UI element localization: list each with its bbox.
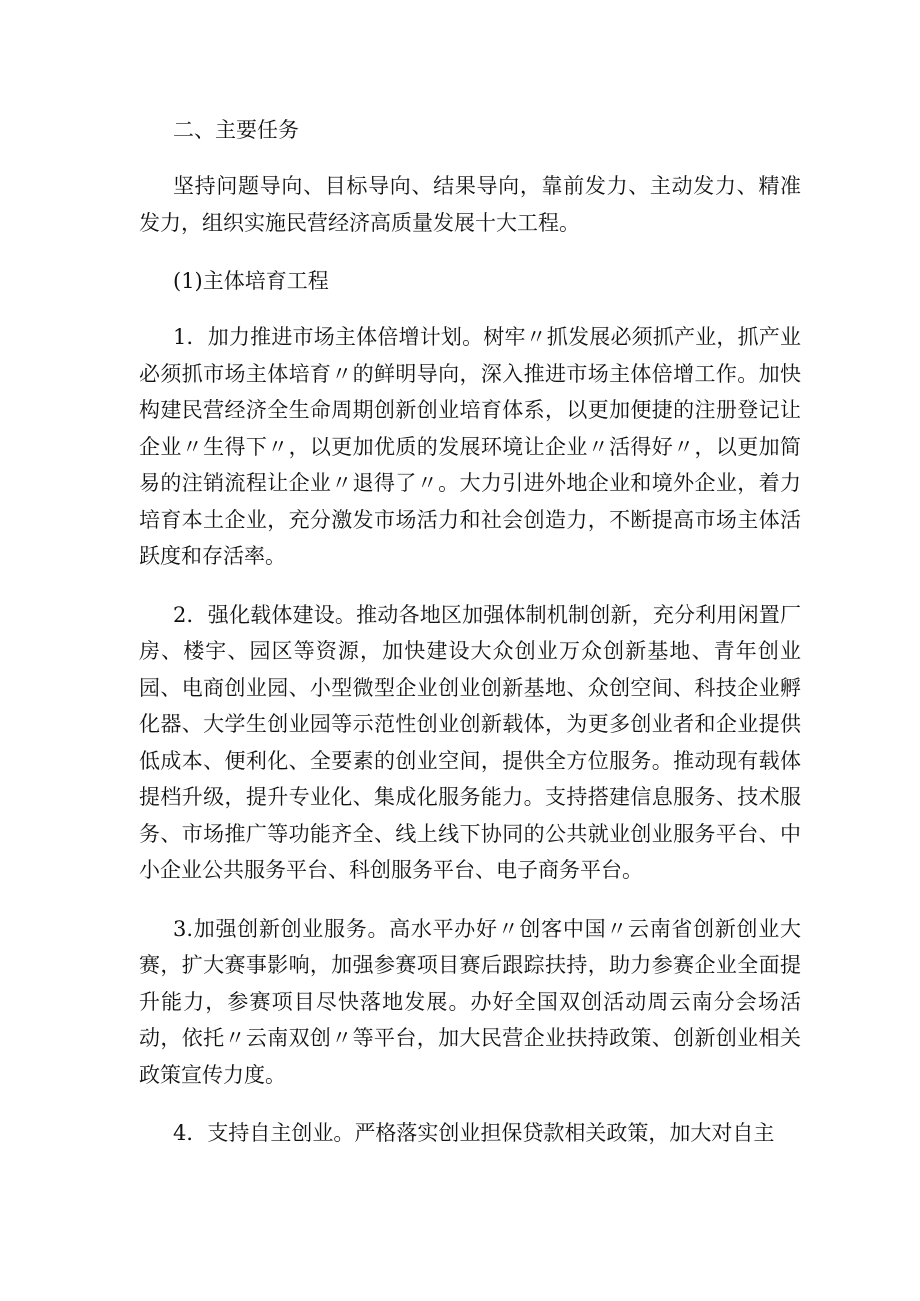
item-paragraph-1: 1．加力推进市场主体倍增计划。树牢〃抓发展必须抓产业，抓产业必须抓市场主体培育〃的鲜明导向，深入推进市场主体倍增工作。加快构建民营经济全生命周期创新创业培育体系，以更加便捷的注册登记让企业〃生得下〃，以更加优质的发展环境让企业〃活得好〃，以更加简易的注销流程让企业〃退得了〃。大力引进外地企业和境外企业，着力培育本土企业，充分激发市场活力和社会创造力，不断提高市场主体活跃度和存活率。 [139,325,801,568]
document-body [139,112,801,1174]
item-paragraph-4: 4．支持自主创业。严格落实创业担保贷款相关政策，加大对自主 [173,1121,775,1145]
item-paragraph-3: 3.加强创新创业服务。高水平办好〃创客中国〃云南省创新创业大赛，扩大赛事影响，加强参赛项目赛后跟踪扶持，助力参赛企业全面提升能力，参赛项目尽快落地发展。办好全国双创活动周云南分会场活动，依托〃云南双创〃等平台，加大民营企业扶持政策、创新创业相关政策宣传力度。 [139,916,801,1087]
intro-paragraph: 坚持问题导向、目标导向、结果导向，靠前发力、主动发力、精准发力，组织实施民营经济高质量发展十大工程。 [139,174,801,235]
item-paragraph-2: 2．强化载体建设。推动各地区加强体制机制创新，充分利用闲置厂房、楼宇、园区等资源，加快建设大众创业万众创新基地、青年创业园、电商创业园、小型微型企业创业创新基地、众创空间、科技企业孵化器、大学生创业园等示范性创业创新载体，为更多创业者和企业提供低成本、便利化、全要素的创业空间，提供全方位服务。推动现有载体提档升级，提升专业化、集成化服务能力。支持搭建信息服务、技术服务、市场推广等功能齐全、线上线下协同的公共就业创业服务平台、中小企业公共服务平台、科创服务平台、电子商务平台。 [139,602,801,882]
section-title: 二、主要任务 [173,118,299,142]
project-title: (1)主体培育工程 [173,269,329,293]
